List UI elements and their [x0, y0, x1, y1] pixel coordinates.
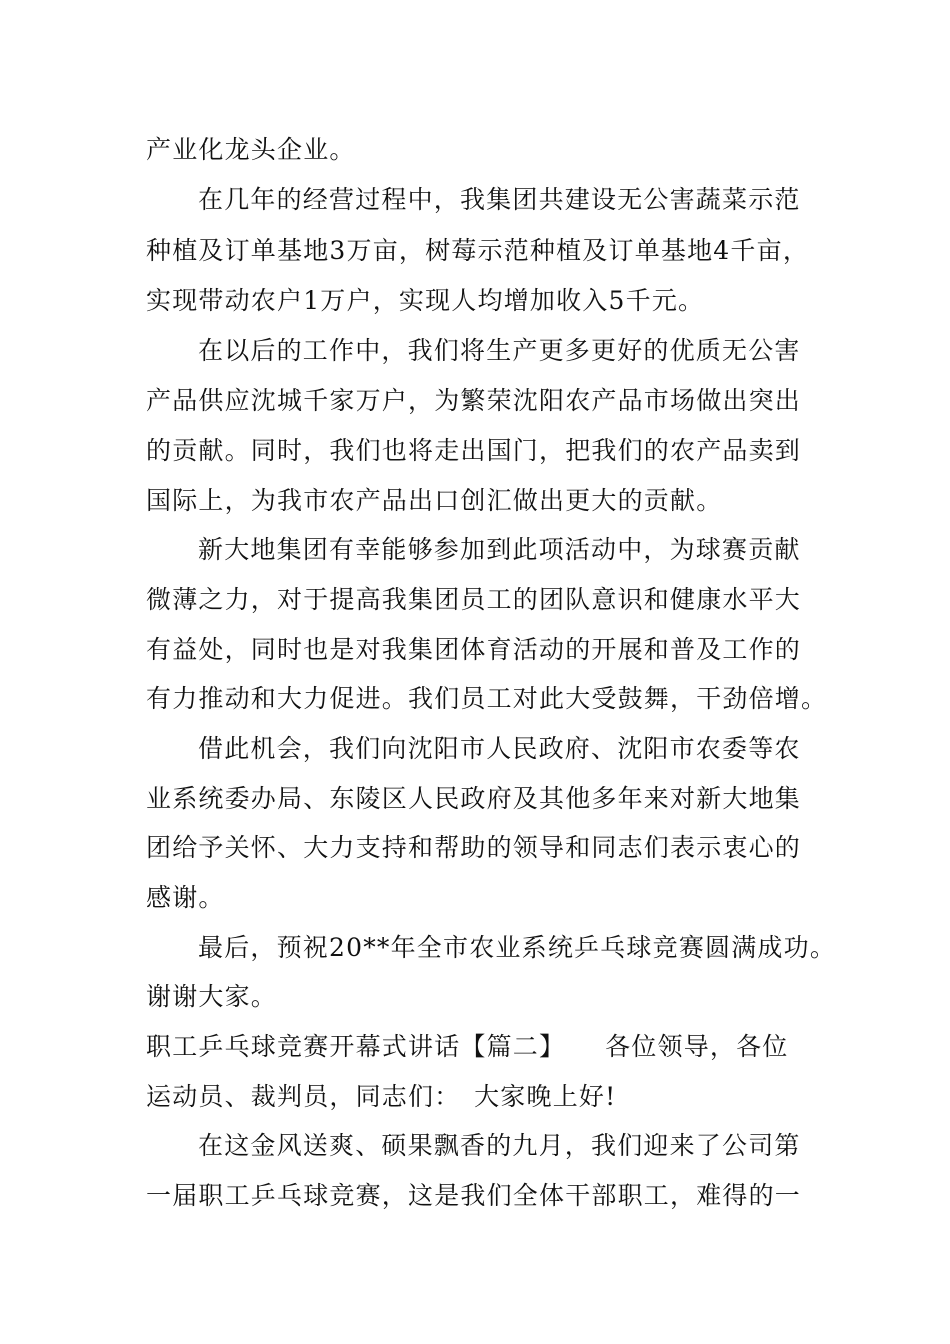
text-line: 一届职工乒乓球竞赛，这是我们全体干部职工，难得的一	[146, 1181, 802, 1210]
text-line: 国际上，为我市农产品出口创汇做出更大的贡献。	[146, 486, 723, 515]
text-line: 借此机会，我们向沈阳市人民政府、沈阳市农委等农	[198, 734, 801, 763]
text-line: 种植及订单基地3万亩，树莓示范种植及订单基地4千亩，	[146, 236, 810, 265]
text-line: 实现带动农户1万户，实现人均增加收入5千元。	[146, 286, 705, 315]
text-line: 在这金风送爽、硕果飘香的九月，我们迎来了公司第	[198, 1131, 801, 1160]
text-line: 新大地集团有幸能够参加到此项活动中，为球赛贡献	[198, 535, 801, 564]
text-line: 最后，预祝20**年全市农业系统乒乓球竞赛圆满成功。	[198, 933, 837, 962]
text-line: 产业化龙头企业。	[146, 135, 356, 164]
text-line: 的贡献。同时，我们也将走出国门，把我们的农产品卖到	[146, 436, 802, 465]
text-line: 在以后的工作中，我们将生产更多更好的优质无公害	[198, 336, 801, 365]
text-line: 微薄之力，对于提高我集团员工的团队意识和健康水平大	[146, 585, 802, 614]
text-line: 运动员、裁判员，同志们： 大家晚上好!	[146, 1082, 617, 1111]
text-line: 在几年的经营过程中，我集团共建设无公害蔬菜示范	[198, 185, 801, 214]
text-line: 感谢。	[146, 883, 225, 912]
text-line: 产品供应沈城千家万户，为繁荣沈阳农产品市场做出突出	[146, 386, 802, 415]
section-heading-line: 职工乒乓球竞赛开幕式讲话【篇二】 各位领导，各位	[146, 1032, 789, 1061]
text-line: 业系统委办局、东陵区人民政府及其他多年来对新大地集	[146, 784, 802, 813]
text-line: 团给予关怀、大力支持和帮助的领导和同志们表示衷心的	[146, 833, 802, 862]
text-line: 有益处，同时也是对我集团体育活动的开展和普及工作的	[146, 635, 802, 664]
text-line: 有力推动和大力促进。我们员工对此大受鼓舞，干劲倍增。	[146, 684, 828, 713]
text-line: 谢谢大家。	[146, 982, 278, 1011]
